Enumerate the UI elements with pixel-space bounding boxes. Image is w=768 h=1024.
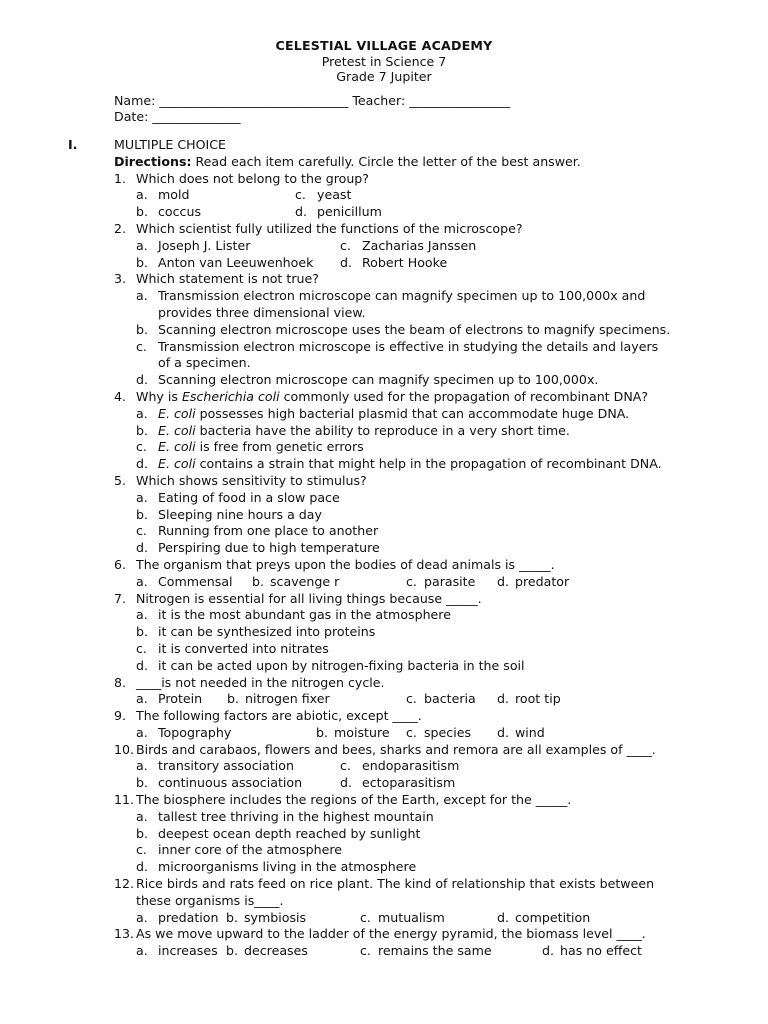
option-letter[interactable]: c.	[295, 187, 306, 203]
directions-text: Read each item carefully. Circle the letter of the best answer.	[191, 153, 581, 169]
question-text: Which shows sensitivity to stimulus?	[136, 472, 367, 488]
option-text: Topography	[158, 724, 232, 740]
option-text: increases	[158, 943, 218, 959]
option-row	[0, 725, 768, 742]
option-row	[0, 758, 768, 775]
teacher-label: Teacher:	[352, 93, 406, 108]
teacher-blank: ________________	[409, 93, 510, 108]
option-text-part: bacteria have the ability to reproduce in a very short time.	[195, 422, 570, 438]
option-letter[interactable]: a.	[136, 607, 148, 623]
question-text: Which scientist fully utilized the functions of the microscope?	[136, 220, 523, 236]
option-continuation	[0, 355, 768, 372]
question-text-part: Why is	[136, 388, 182, 404]
option-text	[158, 456, 662, 473]
question-text: Rice birds and rats feed on rice plant. The kind of relationship that exists between	[136, 876, 655, 892]
option-text: continuous association	[158, 775, 303, 791]
option-letter[interactable]: c.	[136, 338, 147, 354]
option-letter[interactable]: a.	[136, 405, 148, 421]
option-text: Zacharias Janssen	[362, 237, 477, 253]
option-letter[interactable]: d.	[340, 254, 352, 270]
directions-line	[0, 154, 768, 171]
option-text-part: contains a strain that might help in the propagation of recombinant DNA.	[195, 456, 662, 472]
option-letter[interactable]: a.	[136, 288, 148, 304]
option-letter[interactable]: b.	[136, 321, 148, 337]
option-text: it can be synthesized into proteins	[158, 624, 376, 640]
option-text: Perspiring due to high temperature	[158, 540, 380, 556]
question-stem	[0, 708, 768, 725]
option-text: Joseph J. Lister	[158, 237, 251, 253]
question-number: 1.	[114, 170, 127, 186]
option-letter[interactable]: b.	[136, 422, 148, 438]
scientific-name: Escherichia coli	[181, 388, 280, 404]
option-letter[interactable]: b.	[136, 825, 148, 841]
student-info-fields	[114, 93, 510, 124]
option-letter[interactable]: c.	[406, 691, 417, 707]
question-continuation	[0, 893, 768, 910]
scientific-name: E. coli	[158, 456, 196, 472]
option-text: Protein	[158, 691, 203, 707]
option-text: predation	[158, 909, 219, 925]
directions	[114, 154, 581, 171]
option-text: root tip	[515, 691, 561, 707]
option-text: Scanning electron microscope can magnify specimen up to 100,000x.	[158, 372, 599, 388]
option-row	[0, 288, 768, 305]
option-row	[0, 187, 768, 204]
option-row	[0, 406, 768, 423]
option-row	[0, 490, 768, 507]
question-number: 4.	[114, 388, 127, 404]
option-text: transitory association	[158, 758, 294, 774]
option-row	[0, 775, 768, 792]
option-text: decreases	[244, 943, 308, 959]
option-text: mold	[158, 187, 190, 203]
option-letter[interactable]: d.	[497, 724, 509, 740]
option-text: Commensal	[158, 573, 233, 589]
option-row	[0, 842, 768, 859]
option-letter[interactable]: c.	[406, 724, 417, 740]
option-text: coccus	[158, 204, 202, 220]
option-text: has no effect	[560, 943, 642, 959]
option-letter[interactable]: c.	[360, 943, 371, 959]
date-blank: ______________	[152, 108, 241, 124]
option-letter[interactable]: a.	[136, 943, 148, 959]
option-letter[interactable]: a.	[136, 724, 148, 740]
option-letter[interactable]: b.	[136, 775, 148, 791]
option-text-continued: of a specimen.	[158, 355, 251, 371]
option-text	[158, 439, 364, 456]
question-text: As we move upward to the ladder of the energy pyramid, the biomass level ____.	[136, 926, 646, 942]
option-letter[interactable]: b.	[226, 943, 238, 959]
option-text	[158, 423, 570, 440]
question-text-part: commonly used for the propagation of recombinant DNA?	[279, 388, 649, 404]
option-text: moisture	[334, 724, 390, 740]
option-letter[interactable]: b.	[252, 573, 264, 589]
option-text: Running from one place to another	[158, 523, 379, 539]
option-letter[interactable]: c.	[340, 237, 351, 253]
option-row	[0, 372, 768, 389]
option-text: predator	[515, 573, 570, 589]
option-text: Transmission electron microscope can magnify specimen up to 100,000x and	[158, 288, 646, 304]
option-row	[0, 943, 768, 960]
question-number: 5.	[114, 472, 127, 488]
option-text	[158, 406, 629, 423]
question-stem	[0, 221, 768, 238]
option-text: Anton van Leeuwenhoek	[158, 254, 314, 270]
question-number: 7.	[114, 590, 127, 606]
option-text: Robert Hooke	[362, 254, 448, 270]
option-text: it is the most abundant gas in the atmosphere	[158, 607, 451, 623]
option-text: species	[424, 724, 472, 740]
option-letter[interactable]: b.	[226, 909, 238, 925]
option-letter[interactable]: d.	[136, 540, 148, 556]
option-letter[interactable]: d.	[497, 691, 509, 707]
question-text-continued: these organisms is____.	[136, 892, 284, 908]
option-letter[interactable]: d.	[542, 943, 554, 959]
option-row	[0, 540, 768, 557]
question-stem	[0, 876, 768, 893]
option-row	[0, 322, 768, 339]
option-text: wind	[515, 724, 545, 740]
question-stem	[0, 473, 768, 490]
option-row	[0, 624, 768, 641]
question-stem	[0, 742, 768, 759]
option-row	[0, 607, 768, 624]
option-letter[interactable]: a.	[136, 758, 148, 774]
date-label: Date:	[114, 108, 149, 124]
option-letter[interactable]: d.	[136, 456, 148, 472]
name-blank: ______________________________	[159, 93, 349, 108]
option-text: symbiosis	[244, 909, 307, 925]
question-text: The organism that preys upon the bodies of dead animals is _____.	[136, 556, 555, 572]
option-text: Sleeping nine hours a day	[158, 506, 322, 522]
option-text: Scanning electron microscope uses the beam of electrons to magnify specimens.	[158, 321, 671, 337]
option-letter[interactable]: b.	[136, 624, 148, 640]
section-heading	[0, 137, 768, 154]
option-text: microorganisms living in the atmosphere	[158, 859, 417, 875]
option-letter[interactable]: b.	[227, 691, 239, 707]
option-row	[0, 238, 768, 255]
option-text: bacteria	[424, 691, 476, 707]
option-row	[0, 255, 768, 272]
question-stem	[0, 389, 768, 406]
option-text: it is converted into nitrates	[158, 640, 329, 656]
option-letter[interactable]: a.	[136, 237, 148, 253]
option-letter[interactable]: d.	[136, 859, 148, 875]
option-text: Eating of food in a slow pace	[158, 489, 340, 505]
option-row	[0, 658, 768, 675]
option-text: inner core of the atmosphere	[158, 842, 343, 858]
name-label: Name:	[114, 93, 156, 108]
option-letter[interactable]: c.	[340, 758, 351, 774]
option-row	[0, 641, 768, 658]
question-stem	[0, 171, 768, 188]
option-text: deepest ocean depth reached by sunlight	[158, 825, 421, 841]
option-row	[0, 910, 768, 927]
question-text: Which does not belong to the group?	[136, 170, 369, 186]
question-number: 11.	[114, 792, 135, 808]
scientific-name: E. coli	[158, 439, 196, 455]
question-text: The following factors are abiotic, except ____.	[136, 708, 422, 724]
option-letter[interactable]: b.	[316, 724, 328, 740]
option-row	[0, 574, 768, 591]
option-row	[0, 456, 768, 473]
option-row	[0, 691, 768, 708]
option-text: scavenge r	[270, 573, 340, 589]
option-row	[0, 439, 768, 456]
question-stem	[0, 675, 768, 692]
option-letter[interactable]: a.	[136, 573, 148, 589]
question-stem	[0, 792, 768, 809]
option-row	[0, 859, 768, 876]
option-row	[0, 204, 768, 221]
question-number: 13.	[114, 926, 135, 942]
school-name: CELESTIAL VILLAGE ACADEMY	[275, 38, 493, 53]
option-letter[interactable]: a.	[136, 691, 148, 707]
question-text: Nitrogen is essential for all living things because _____.	[136, 590, 482, 606]
option-text: remains the same	[378, 943, 492, 959]
option-letter[interactable]: b.	[136, 204, 148, 220]
option-row	[0, 523, 768, 540]
directions-label: Directions:	[114, 153, 192, 169]
option-row	[0, 826, 768, 843]
option-text-continued: provides three dimensional view.	[158, 304, 366, 320]
option-text: it can be acted upon by nitrogen-fixing bacteria in the soil	[158, 657, 525, 673]
option-text: mutualism	[378, 909, 445, 925]
scientific-name: E. coli	[158, 422, 196, 438]
option-text: Transmission electron microscope is effective in studying the details and layers	[158, 338, 659, 354]
option-continuation	[0, 305, 768, 322]
option-text-part: possesses high bacterial plasmid that can accommodate huge DNA.	[195, 405, 630, 421]
option-row	[0, 809, 768, 826]
question-stem	[0, 926, 768, 943]
option-letter[interactable]: d.	[295, 204, 307, 220]
section-number: I.	[68, 137, 78, 152]
section-title: MULTIPLE CHOICE	[114, 137, 226, 152]
question-stem	[0, 591, 768, 608]
option-letter[interactable]: d.	[497, 573, 509, 589]
question-number: 10.	[114, 741, 135, 757]
question-number: 12.	[114, 876, 135, 892]
question-stem	[0, 557, 768, 574]
option-text: yeast	[317, 187, 352, 203]
question-number: 6.	[114, 556, 127, 572]
option-letter[interactable]: a.	[136, 808, 148, 824]
question-text: Which statement is not true?	[136, 271, 319, 287]
option-text: parasite	[424, 573, 476, 589]
option-row	[0, 339, 768, 356]
option-text: ectoparasitism	[362, 775, 456, 791]
option-letter[interactable]: c.	[360, 909, 371, 925]
option-letter[interactable]: d.	[136, 372, 148, 388]
option-letter[interactable]: c.	[136, 439, 147, 455]
question-stem	[0, 271, 768, 288]
question-number: 9.	[114, 708, 127, 724]
option-letter[interactable]: d.	[136, 657, 148, 673]
option-letter[interactable]: a.	[136, 187, 148, 203]
option-text: tallest tree thriving in the highest mountain	[158, 808, 434, 824]
test-title: Pretest in Science 7	[321, 53, 447, 69]
option-letter[interactable]: c.	[136, 842, 147, 858]
option-text: endoparasitism	[362, 758, 460, 774]
option-letter[interactable]: c.	[406, 573, 417, 589]
option-letter[interactable]: d.	[340, 775, 352, 791]
question-text	[136, 389, 648, 406]
question-text: The biosphere includes the regions of the Earth, except for the _____.	[136, 792, 572, 808]
option-row	[0, 507, 768, 524]
option-text-part: is free from genetic errors	[195, 439, 364, 455]
question-number: 2.	[114, 220, 127, 236]
option-letter[interactable]: b.	[136, 254, 148, 270]
option-letter[interactable]: a.	[136, 489, 148, 505]
scientific-name: E. coli	[158, 405, 196, 421]
option-text: competition	[515, 909, 591, 925]
option-letter[interactable]: b.	[136, 506, 148, 522]
question-number: 8.	[114, 674, 127, 690]
document-header	[0, 38, 768, 85]
question-text: Birds and carabaos, flowers and bees, sharks and remora are all examples of ____.	[136, 741, 656, 757]
question-number: 3.	[114, 271, 127, 287]
question-text: ____is not needed in the nitrogen cycle.	[136, 674, 385, 690]
option-letter[interactable]: c.	[136, 523, 147, 539]
option-row	[0, 423, 768, 440]
test-body	[0, 137, 768, 960]
option-letter[interactable]: d.	[497, 909, 509, 925]
option-letter[interactable]: a.	[136, 909, 148, 925]
option-letter[interactable]: c.	[136, 640, 147, 656]
option-text: penicillum	[317, 204, 382, 220]
option-text: nitrogen fixer	[245, 691, 330, 707]
grade-section: Grade 7 Jupiter	[336, 69, 432, 84]
